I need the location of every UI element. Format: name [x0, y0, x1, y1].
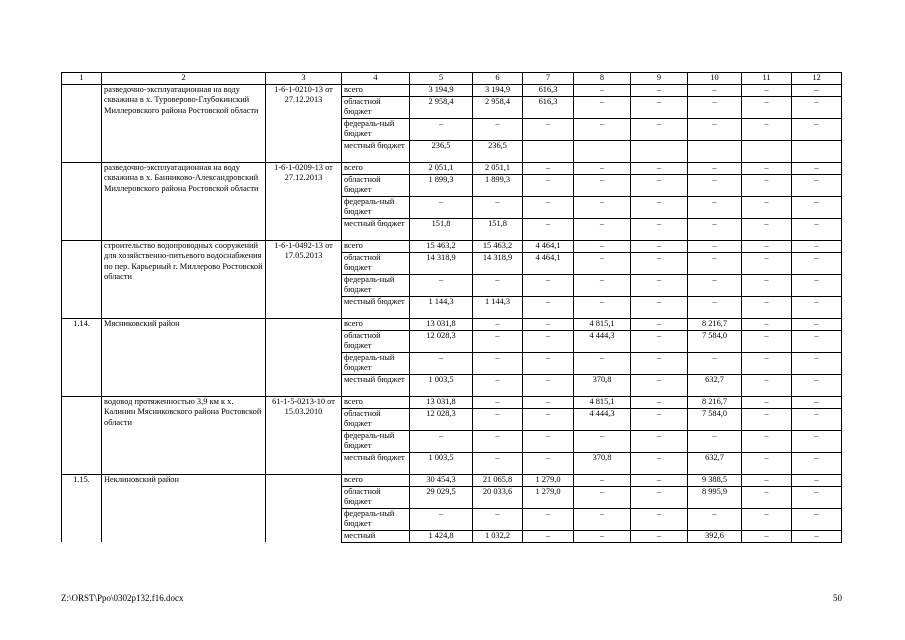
amount-col-6: – — [473, 452, 523, 474]
column-number-3: 3 — [266, 73, 342, 85]
amount-col-5: 1 003,5 — [410, 452, 473, 474]
amount-col-9: – — [631, 252, 688, 274]
amount-col-6: – — [473, 352, 523, 374]
amount-col-8: – — [574, 274, 631, 296]
amount-col-12: – — [792, 84, 842, 96]
amount-col-6: 151,8 — [473, 218, 523, 240]
column-number-7: 7 — [523, 73, 574, 85]
amount-col-11: – — [742, 296, 792, 318]
amount-col-9: – — [631, 508, 688, 530]
amount-col-9: – — [631, 162, 688, 174]
amount-col-11: – — [742, 352, 792, 374]
amount-col-11: – — [742, 452, 792, 474]
budget-source-label: всего — [342, 84, 410, 96]
column-number-12: 12 — [792, 73, 842, 85]
amount-col-10 — [688, 140, 742, 162]
amount-col-12: – — [792, 486, 842, 508]
amount-col-6: – — [473, 374, 523, 396]
amount-col-6: – — [473, 396, 523, 408]
amount-col-10: – — [688, 274, 742, 296]
amount-col-8: 4 815,1 — [574, 396, 631, 408]
amount-col-8: 4 815,1 — [574, 318, 631, 330]
amount-col-6: 3 194,9 — [473, 84, 523, 96]
amount-col-12: – — [792, 96, 842, 118]
amount-col-12: – — [792, 474, 842, 486]
amount-col-11: – — [742, 96, 792, 118]
budget-source-label: местный бюджет — [342, 452, 410, 474]
amount-col-5: 14 318,9 — [410, 252, 473, 274]
amount-col-11: – — [742, 240, 792, 252]
amount-col-5: 12 028,3 — [410, 330, 473, 352]
amount-col-10: – — [688, 508, 742, 530]
amount-col-5: – — [410, 430, 473, 452]
amount-col-8: – — [574, 430, 631, 452]
amount-col-8 — [574, 140, 631, 162]
amount-col-10: 8 216,7 — [688, 318, 742, 330]
amount-col-10: 632,7 — [688, 452, 742, 474]
amount-col-7: 1 279,0 — [523, 474, 574, 486]
amount-col-10: 8 995,9 — [688, 486, 742, 508]
amount-col-9: – — [631, 452, 688, 474]
amount-col-11: – — [742, 408, 792, 430]
budget-source-label: областной бюджет — [342, 330, 410, 352]
amount-col-7: – — [523, 530, 574, 542]
amount-col-5: 12 028,3 — [410, 408, 473, 430]
amount-col-11: – — [742, 174, 792, 196]
amount-col-12: – — [792, 430, 842, 452]
amount-col-10: 632,7 — [688, 374, 742, 396]
amount-col-11: – — [742, 396, 792, 408]
amount-col-8: – — [574, 474, 631, 486]
amount-col-7: – — [523, 218, 574, 240]
amount-col-7: – — [523, 508, 574, 530]
amount-col-9: – — [631, 218, 688, 240]
amount-col-5: – — [410, 508, 473, 530]
amount-col-10: – — [688, 162, 742, 174]
amount-col-6: 20 033,6 — [473, 486, 523, 508]
amount-col-8: – — [574, 352, 631, 374]
item-number — [62, 162, 102, 240]
budget-row — [62, 396, 842, 408]
amount-col-5: 236,5 — [410, 140, 473, 162]
amount-col-5: – — [410, 274, 473, 296]
amount-col-8: – — [574, 252, 631, 274]
budget-source-label: федераль-ный бюджет — [342, 430, 410, 452]
column-number-1: 1 — [62, 73, 102, 85]
column-number-5: 5 — [410, 73, 473, 85]
amount-col-7: 4 464,1 — [523, 240, 574, 252]
amount-col-8: – — [574, 530, 631, 542]
expertise-number: 1-6-1-0492-13 от 17.05.2013 — [266, 240, 342, 318]
amount-col-5: 1 424,8 — [410, 530, 473, 542]
amount-col-6: – — [473, 318, 523, 330]
amount-col-12: – — [792, 330, 842, 352]
amount-col-12: – — [792, 530, 842, 542]
amount-col-12: – — [792, 408, 842, 430]
column-number-header-row — [62, 73, 842, 85]
amount-col-11: – — [742, 330, 792, 352]
amount-col-9: – — [631, 318, 688, 330]
amount-col-9: – — [631, 240, 688, 252]
amount-col-8: – — [574, 508, 631, 530]
budget-source-label: местный — [342, 530, 410, 542]
amount-col-6: 14 318,9 — [473, 252, 523, 274]
amount-col-12: – — [792, 452, 842, 474]
amount-col-9: – — [631, 352, 688, 374]
amount-col-8: – — [574, 84, 631, 96]
amount-col-8: – — [574, 174, 631, 196]
amount-col-8: – — [574, 240, 631, 252]
amount-col-6: – — [473, 508, 523, 530]
amount-col-12: – — [792, 218, 842, 240]
amount-col-9: – — [631, 84, 688, 96]
amount-col-6: – — [473, 196, 523, 218]
amount-col-11: – — [742, 486, 792, 508]
amount-col-11: – — [742, 374, 792, 396]
amount-col-12: – — [792, 396, 842, 408]
object-name: Неклиновский район — [102, 474, 266, 542]
amount-col-5: 1 003,5 — [410, 374, 473, 396]
amount-col-9: – — [631, 174, 688, 196]
budget-source-label: федераль-ный бюджет — [342, 508, 410, 530]
budget-source-label: местный бюджет — [342, 140, 410, 162]
budget-table — [61, 72, 842, 543]
amount-col-12: – — [792, 174, 842, 196]
budget-row — [62, 84, 842, 96]
budget-source-label: всего — [342, 240, 410, 252]
amount-col-7: – — [523, 118, 574, 140]
object-name: разведочно-эксплуатационная на воду скважина в х. Туроверово-Глубокинский Миллеровского района Ростовской области — [102, 84, 266, 162]
amount-col-9: – — [631, 196, 688, 218]
budget-source-label: местный бюджет — [342, 296, 410, 318]
amount-col-5: 1 144,3 — [410, 296, 473, 318]
amount-col-5: 13 031,8 — [410, 396, 473, 408]
amount-col-12: – — [792, 196, 842, 218]
amount-col-10: – — [688, 196, 742, 218]
amount-col-7: 4 464,1 — [523, 252, 574, 274]
budget-source-label: всего — [342, 318, 410, 330]
budget-source-label: областной бюджет — [342, 96, 410, 118]
amount-col-12: – — [792, 352, 842, 374]
budget-source-label: областной бюджет — [342, 252, 410, 274]
amount-col-10: 392,6 — [688, 530, 742, 542]
item-number — [62, 84, 102, 162]
object-name: водовод протяженностью 3,9 км к х. Калинин Мясниковского района Ростовской области — [102, 396, 266, 474]
amount-col-11: – — [742, 252, 792, 274]
expertise-number: 61-1-5-0213-10 от 15.03.2010 — [266, 396, 342, 474]
amount-col-7: – — [523, 196, 574, 218]
amount-col-12 — [792, 140, 842, 162]
budget-row — [62, 162, 842, 174]
amount-col-6: – — [473, 430, 523, 452]
amount-col-9: – — [631, 474, 688, 486]
amount-col-6: 1 899,3 — [473, 174, 523, 196]
budget-source-label: областной бюджет — [342, 486, 410, 508]
amount-col-5: – — [410, 118, 473, 140]
expertise-number — [266, 474, 342, 542]
file-path: Z:\ORST\Ppo\0302p132.f16.docx — [61, 593, 184, 603]
budget-row — [62, 318, 842, 330]
amount-col-6: 1 032,2 — [473, 530, 523, 542]
amount-col-9: – — [631, 396, 688, 408]
amount-col-12: – — [792, 296, 842, 318]
amount-col-10: – — [688, 174, 742, 196]
amount-col-10: – — [688, 240, 742, 252]
amount-col-6: 21 065,8 — [473, 474, 523, 486]
amount-col-10: 9 388,5 — [688, 474, 742, 486]
amount-col-9: – — [631, 374, 688, 396]
amount-col-5: 15 463,2 — [410, 240, 473, 252]
amount-col-6: 2 051,1 — [473, 162, 523, 174]
amount-col-10: – — [688, 430, 742, 452]
amount-col-7: 616,3 — [523, 96, 574, 118]
amount-col-5: 29 029,5 — [410, 486, 473, 508]
budget-source-label: всего — [342, 162, 410, 174]
amount-col-9: – — [631, 118, 688, 140]
budget-source-label: областной бюджет — [342, 174, 410, 196]
amount-col-9: – — [631, 430, 688, 452]
amount-col-8: 370,8 — [574, 452, 631, 474]
column-number-6: 6 — [473, 73, 523, 85]
amount-col-10: – — [688, 252, 742, 274]
amount-col-5: 30 454,3 — [410, 474, 473, 486]
budget-source-label: всего — [342, 396, 410, 408]
amount-col-11: – — [742, 430, 792, 452]
amount-col-6: 1 144,3 — [473, 296, 523, 318]
amount-col-10: 7 584,0 — [688, 330, 742, 352]
amount-col-6: – — [473, 118, 523, 140]
amount-col-6: 2 958,4 — [473, 96, 523, 118]
amount-col-10: 8 216,7 — [688, 396, 742, 408]
amount-col-5: 151,8 — [410, 218, 473, 240]
amount-col-7: – — [523, 396, 574, 408]
amount-col-7: – — [523, 452, 574, 474]
amount-col-11: – — [742, 318, 792, 330]
amount-col-5: 2 051,1 — [410, 162, 473, 174]
amount-col-7: 1 279,0 — [523, 486, 574, 508]
column-number-4: 4 — [342, 73, 410, 85]
amount-col-5: – — [410, 196, 473, 218]
amount-col-5: 1 899,3 — [410, 174, 473, 196]
budget-source-label: местный бюджет — [342, 218, 410, 240]
amount-col-6: 15 463,2 — [473, 240, 523, 252]
amount-col-12: – — [792, 274, 842, 296]
budget-row — [62, 240, 842, 252]
amount-col-7: – — [523, 174, 574, 196]
amount-col-7: – — [523, 296, 574, 318]
amount-col-8: – — [574, 218, 631, 240]
amount-col-12: – — [792, 508, 842, 530]
amount-col-8: – — [574, 486, 631, 508]
amount-col-11: – — [742, 118, 792, 140]
amount-col-6: – — [473, 330, 523, 352]
amount-col-11: – — [742, 196, 792, 218]
item-number — [62, 240, 102, 318]
amount-col-7: – — [523, 430, 574, 452]
expertise-number: 1-6-1-0210-13 от 27.12.2013 — [266, 84, 342, 162]
item-number: 1.14. — [62, 318, 102, 396]
amount-col-6: – — [473, 408, 523, 430]
amount-col-12: – — [792, 318, 842, 330]
amount-col-7: – — [523, 408, 574, 430]
amount-col-9 — [631, 140, 688, 162]
column-number-11: 11 — [742, 73, 792, 85]
column-number-2: 2 — [102, 73, 266, 85]
page-number: 50 — [833, 593, 842, 603]
amount-col-10: – — [688, 352, 742, 374]
amount-col-8: 4 444,3 — [574, 330, 631, 352]
amount-col-5: 2 958,4 — [410, 96, 473, 118]
amount-col-7: – — [523, 318, 574, 330]
budget-source-label: федераль-ный бюджет — [342, 118, 410, 140]
expertise-number: 1-6-1-0209-13 от 27.12.2013 — [266, 162, 342, 240]
amount-col-11: – — [742, 162, 792, 174]
amount-col-11: – — [742, 508, 792, 530]
amount-col-7 — [523, 140, 574, 162]
amount-col-8: 4 444,3 — [574, 408, 631, 430]
column-number-9: 9 — [631, 73, 688, 85]
amount-col-5: 13 031,8 — [410, 318, 473, 330]
budget-source-label: федераль-ный бюджет — [342, 352, 410, 374]
object-name: Мясниковский район — [102, 318, 266, 396]
amount-col-11: – — [742, 218, 792, 240]
amount-col-11 — [742, 140, 792, 162]
amount-col-7: – — [523, 352, 574, 374]
amount-col-11: – — [742, 84, 792, 96]
amount-col-8: – — [574, 118, 631, 140]
amount-col-11: – — [742, 274, 792, 296]
amount-col-8: 370,8 — [574, 374, 631, 396]
item-number: 1.15. — [62, 474, 102, 542]
object-name: разведочно-эксплуатационная на воду скважина в х. Банниково-Александровский Миллеровского района Ростовской области — [102, 162, 266, 240]
column-number-8: 8 — [574, 73, 631, 85]
amount-col-11: – — [742, 474, 792, 486]
amount-col-9: – — [631, 530, 688, 542]
amount-col-10: – — [688, 96, 742, 118]
amount-col-7: 616,3 — [523, 84, 574, 96]
item-number — [62, 396, 102, 474]
amount-col-7: – — [523, 274, 574, 296]
amount-col-8: – — [574, 296, 631, 318]
amount-col-8: – — [574, 196, 631, 218]
amount-col-10: – — [688, 218, 742, 240]
amount-col-5: 3 194,9 — [410, 84, 473, 96]
amount-col-8: – — [574, 162, 631, 174]
amount-col-7: – — [523, 330, 574, 352]
amount-col-9: – — [631, 486, 688, 508]
amount-col-6: 236,5 — [473, 140, 523, 162]
budget-row — [62, 474, 842, 486]
column-number-10: 10 — [688, 73, 742, 85]
amount-col-9: – — [631, 408, 688, 430]
budget-source-label: областной бюджет — [342, 408, 410, 430]
amount-col-9: – — [631, 330, 688, 352]
object-name: строительство водопроводных сооружений для хозяйственно-питьевого водоснабжения по пер. Карьерный г. Миллерово Ростовской области — [102, 240, 266, 318]
amount-col-9: – — [631, 274, 688, 296]
amount-col-8: – — [574, 96, 631, 118]
expertise-number — [266, 318, 342, 396]
budget-source-label: федераль-ный бюджет — [342, 196, 410, 218]
amount-col-10: – — [688, 118, 742, 140]
amount-col-12: – — [792, 240, 842, 252]
amount-col-12: – — [792, 118, 842, 140]
budget-source-label: федераль-ный бюджет — [342, 274, 410, 296]
amount-col-12: – — [792, 162, 842, 174]
amount-col-12: – — [792, 252, 842, 274]
amount-col-11: – — [742, 530, 792, 542]
budget-source-label: местный бюджет — [342, 374, 410, 396]
amount-col-10: 7 584,0 — [688, 408, 742, 430]
amount-col-7: – — [523, 162, 574, 174]
amount-col-6: – — [473, 274, 523, 296]
amount-col-10: – — [688, 84, 742, 96]
budget-source-label: всего — [342, 474, 410, 486]
amount-col-12: – — [792, 374, 842, 396]
amount-col-9: – — [631, 296, 688, 318]
amount-col-7: – — [523, 374, 574, 396]
amount-col-5: – — [410, 352, 473, 374]
amount-col-10: – — [688, 296, 742, 318]
amount-col-9: – — [631, 96, 688, 118]
